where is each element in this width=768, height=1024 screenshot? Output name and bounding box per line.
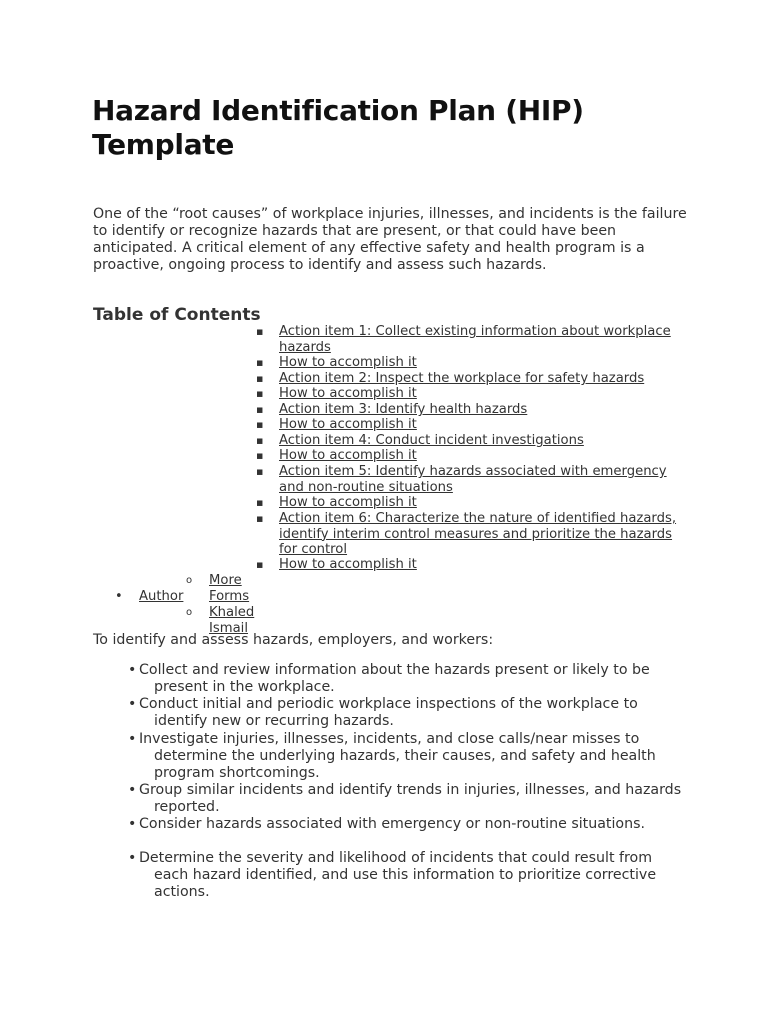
author-link[interactable]: Author [139,589,184,604]
toc-link[interactable]: Action item 6: Characterize the nature of identified hazards, identify interim control measures and prioritize the hazards for control [279,511,677,558]
toc-link[interactable]: How to accomplish it [279,448,417,463]
square-bullet-icon: ▪ [256,449,264,462]
toc-link[interactable]: How to accomplish it [279,417,417,432]
toc-item-how-6 [256,557,679,573]
square-bullet-icon: ▪ [256,372,264,385]
toc-item-action-1 [256,324,679,355]
disc-bullet-icon: • [128,782,137,798]
square-bullet-icon: ▪ [256,356,264,369]
toc-link[interactable]: Action item 3: Identify health hazards [279,402,528,417]
author-name-link[interactable]: Khaled Ismail [209,605,255,636]
list-item: • Investigate injuries, illnesses, incidents, and close calls/near misses to determine the underlying hazards, their causes, and safety and health program shortcomings. [128,731,656,781]
square-bullet-icon: ▪ [256,325,264,338]
square-bullet-icon: ▪ [256,418,264,431]
list-item: • Determine the severity and likelihood of incidents that could result from each hazard identified, and use this information to prioritize corrective actions. [128,850,657,900]
list-item: • Collect and review information about the hazards present or likely to be present in the workplace. [128,662,650,695]
disc-bullet-icon: • [128,662,137,678]
disc-bullet-icon: • [128,696,137,712]
square-bullet-icon: ▪ [256,387,264,400]
toc-item-action-2 [256,371,679,387]
toc-item-how-5 [256,495,679,511]
toc-heading: Table of Contents [93,305,261,325]
toc-item-action-5 [256,464,679,495]
toc-item-how-4 [256,448,679,464]
lead-paragraph: To identify and assess hazards, employers, and workers: [93,632,494,648]
circle-bullet-icon: o [186,607,193,618]
disc-bullet-icon: • [128,816,137,832]
toc-link[interactable]: Action item 1: Collect existing information about workplace hazards [279,324,671,355]
disc-bullet-icon: • [115,589,123,604]
circle-bullet-icon: o [186,575,193,586]
square-bullet-icon: ▪ [256,496,264,509]
toc-item-author [115,589,184,605]
toc-item-how-1 [256,355,679,371]
disc-bullet-icon: • [128,850,137,866]
intro-paragraph: One of the “root causes” of workplace injuries, illnesses, and incidents is the failure to identify or recognize hazards that are present, or that could have been anticipated. A critical element of any effective safety and health program is a proactive, ongoing process to identify and assess such hazards. [93,206,687,273]
toc-item-how-2 [256,386,679,402]
square-bullet-icon: ▪ [256,512,264,525]
square-bullet-icon: ▪ [256,434,264,447]
list-item: • Consider hazards associated with emergency or non-routine situations. [128,816,646,832]
square-bullet-icon: ▪ [256,558,264,571]
toc-link[interactable]: How to accomplish it [279,355,417,370]
square-bullet-icon: ▪ [256,465,264,478]
list-item: • Group similar incidents and identify trends in injuries, illnesses, and hazards reported. [128,782,682,815]
toc-link[interactable]: Action item 2: Inspect the workplace for safety hazards [279,371,645,386]
more-forms-link[interactable]: More Forms [209,573,250,604]
toc-item-action-6 [256,511,679,558]
square-bullet-icon: ▪ [256,403,264,416]
toc-link[interactable]: Action item 5: Identify hazards associated with emergency and non-routine situations [279,464,667,495]
disc-bullet-icon: • [128,731,137,747]
page-title: Hazard Identification Plan (HIP) Template [92,94,584,161]
toc-link[interactable]: How to accomplish it [279,557,417,572]
toc-item-more-forms [186,573,250,604]
toc-link[interactable]: How to accomplish it [279,386,417,401]
toc-link[interactable]: Action item 4: Conduct incident investigations [279,433,584,448]
list-item: • Conduct initial and periodic workplace inspections of the workplace to identify new or recurring hazards. [128,696,638,729]
toc-item-how-3 [256,417,679,433]
toc-item-action-4 [256,433,679,449]
toc-item-action-3 [256,402,679,418]
toc-link[interactable]: How to accomplish it [279,495,417,510]
